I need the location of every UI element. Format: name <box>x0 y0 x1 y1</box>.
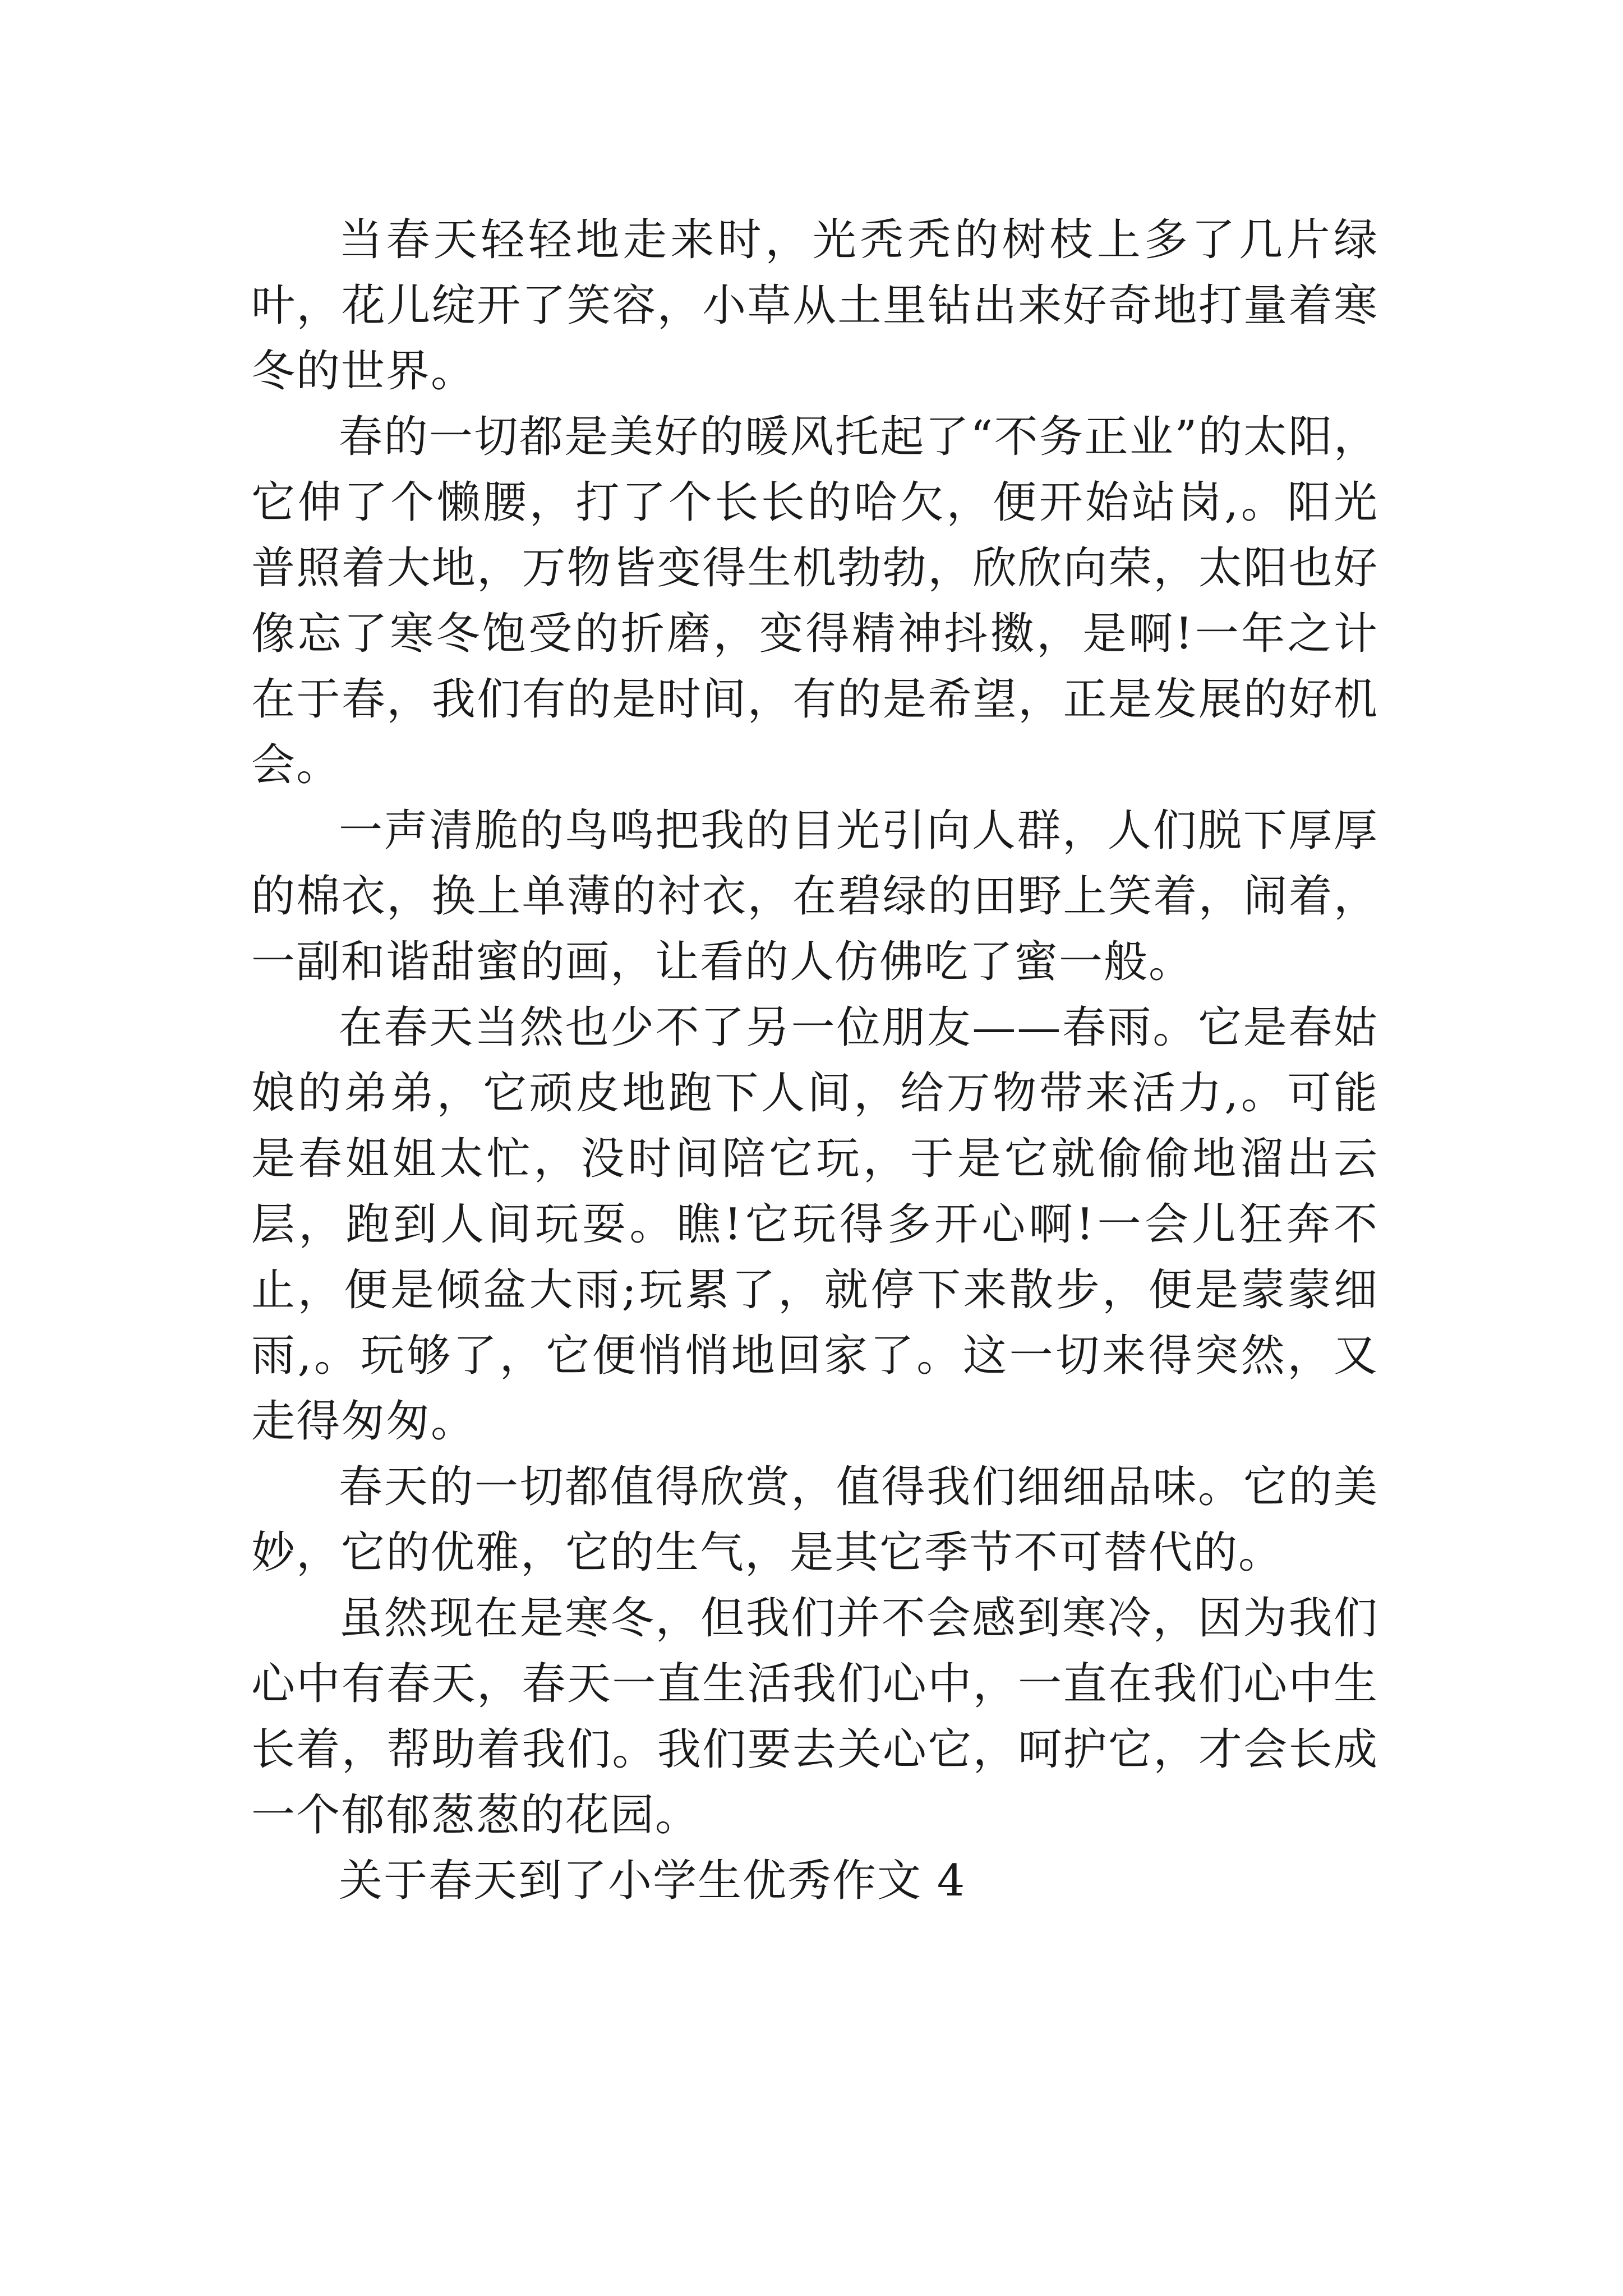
paragraph-6: 虽然现在是寒冬，但我们并不会感到寒冷，因为我们心中有春天，春天一直生活我们心中，一直在我们心中生长着，帮助着我们。我们要去关心它，呵护它，才会长成一个郁郁葱葱的花园。 <box>251 1593 1378 1841</box>
paragraph-3: 一声清脆的鸟鸣把我的目光引向人群，人们脱下厚厚的棉衣，换上单薄的衬衣，在碧绿的田野上笑着，闹着，一副和谐甜蜜的画，让看的人仿佛吃了蜜一般。 <box>251 806 1378 987</box>
paragraph-4: 在春天当然也少不了另一位朋友——春雨。它是春姑娘的弟弟，它顽皮地跑下人间，给万物带来活力,。可能是春姐姐太忙，没时间陪它玩，于是它就偷偷地溜出云层，跑到人间玩耍。瞧!它玩得多开心啊!一会儿狂奔不止，便是倾盆大雨;玩累了，就停下来散步，便是蒙蒙细雨,。玩够了，它便悄悄地回家了。这一切来得突然，又走得匆匆。 <box>251 1002 1378 1447</box>
paragraph-5: 春天的一切都值得欣赏，值得我们细细品味。它的美妙，它的优雅，它的生气，是其它季节不可替代的。 <box>251 1462 1378 1578</box>
paragraph-1: 当春天轻轻地走来时，光秃秃的树枝上多了几片绿叶，花儿绽开了笑容，小草从土里钻出来好奇地打量着寒冬的世界。 <box>251 215 1378 397</box>
paragraph-2: 春的一切都是美好的暖风托起了“不务正业”的太阳，它伸了个懒腰，打了个长长的哈欠，便开始站岗,。阳光普照着大地，万物皆变得生机勃勃，欣欣向荣，太阳也好像忘了寒冬饱受的折磨，变得精神抖擞，是啊!一年之计在于春，我们有的是时间，有的是希望，正是发展的好机会。 <box>251 412 1378 790</box>
section-heading: 关于春天到了小学生优秀作文 4 <box>339 1856 966 1906</box>
document-body <box>251 208 1378 1914</box>
